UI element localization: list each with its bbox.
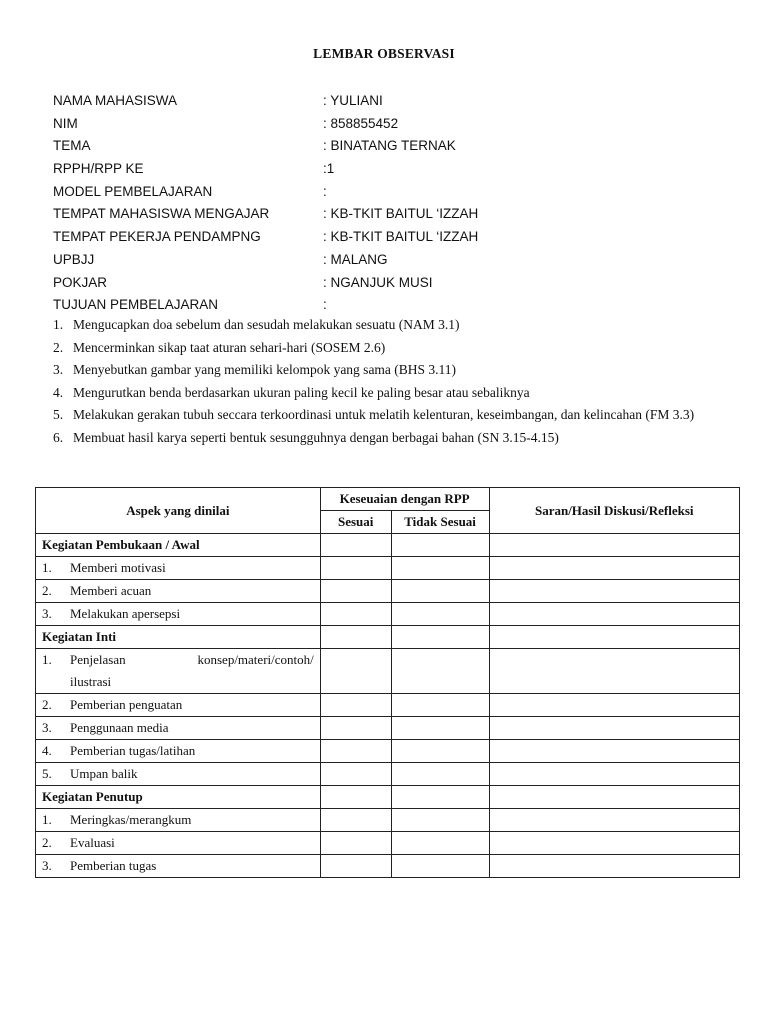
table-row [36, 763, 740, 786]
header-sesuai: Sesuai [320, 511, 391, 534]
table-row [36, 832, 740, 855]
sesuai-cell[interactable] [320, 626, 391, 649]
saran-cell[interactable] [489, 717, 740, 740]
header-saran: Saran/Hasil Diskusi/Refleksi [489, 488, 740, 534]
info-value: : KB-TKIT BAITUL ‘IZZAH [323, 206, 479, 222]
item-number: 3. [42, 858, 52, 873]
info-value: : NGANJUK MUSI [323, 274, 433, 290]
item-wrap [42, 649, 314, 693]
goal-item [53, 404, 733, 427]
sesuai-cell[interactable] [320, 694, 391, 717]
table-row [36, 649, 740, 694]
item-text: Meringkas/merangkum [70, 812, 192, 827]
item-text: Melakukan apersepsi [70, 606, 181, 621]
goal-number: 3. [53, 362, 64, 378]
goal-text: Mengurutkan benda berdasarkan ukuran paling kecil ke paling besar atau sebaliknya [73, 384, 530, 400]
item-number: 1. [42, 812, 52, 827]
tidak-sesuai-cell[interactable] [391, 717, 489, 740]
info-row-tempat-pendamping [53, 226, 733, 249]
info-value: : [323, 297, 327, 313]
tidak-sesuai-cell[interactable] [391, 786, 489, 809]
header-kesesuaian: Keseuaian dengan RPP [320, 488, 489, 511]
table-row [36, 809, 740, 832]
item-text: Evaluasi [70, 835, 115, 850]
goal-text: Melakukan gerakan tubuh seccara terkoordinasi untuk melatih kelenturan, keseimbangan, dan kelincahan (FM 3.3) [73, 407, 695, 423]
item-number: 1. [42, 560, 52, 575]
saran-cell[interactable] [489, 786, 740, 809]
info-label: MODEL PEMBELAJARAN [53, 183, 213, 199]
goal-text: Menyebutkan gambar yang memiliki kelompok yang sama (BHS 3.11) [73, 362, 457, 378]
info-label: TEMPAT PEKERJA PENDAMPNG [53, 229, 261, 245]
goal-number: 4. [53, 384, 64, 400]
table-row [36, 603, 740, 626]
info-row-tema [53, 135, 733, 158]
info-label: RPPH/RPP KE [53, 161, 144, 177]
item-text-line [70, 649, 314, 671]
goal-number: 2. [53, 339, 64, 355]
info-value: : BINATANG TERNAK [323, 138, 456, 154]
info-row-upbjj [53, 249, 733, 272]
sesuai-cell[interactable] [320, 580, 391, 603]
saran-cell[interactable] [489, 740, 740, 763]
table-row [36, 557, 740, 580]
info-value: : [323, 183, 327, 199]
table-row [36, 855, 740, 878]
section-row-pembukaan [36, 534, 740, 557]
info-value: :1 [323, 161, 335, 177]
sesuai-cell[interactable] [320, 786, 391, 809]
info-row-nim [53, 113, 733, 136]
tidak-sesuai-cell[interactable] [391, 740, 489, 763]
section-row-inti [36, 626, 740, 649]
saran-cell[interactable] [489, 832, 740, 855]
goal-text: Mengucapkan doa sebelum dan sesudah melakukan sesuatu (NAM 3.1) [73, 317, 460, 332]
saran-cell[interactable] [489, 626, 740, 649]
section-row-penutup [36, 786, 740, 809]
item-text: ilustrasi [70, 674, 112, 689]
table-header-row [36, 488, 740, 511]
info-label: TEMA [53, 138, 91, 154]
sesuai-cell[interactable] [320, 855, 391, 878]
goal-text: Mencerminkan sikap taat aturan sehari-hari (SOSEM 2.6) [73, 339, 386, 355]
item-number: 3. [42, 606, 52, 621]
item-number: 5. [42, 766, 52, 781]
item-number: 1. [42, 652, 52, 667]
sesuai-cell[interactable] [320, 557, 391, 580]
info-row-tempat-mahasiswa [53, 203, 733, 226]
goal-text: Membuat hasil karya seperti bentuk sesungguhnya dengan berbagai bahan (SN 3.15-4.15) [73, 429, 559, 445]
saran-cell[interactable] [489, 694, 740, 717]
item-number: 4. [42, 743, 52, 758]
item-number: 2. [42, 835, 52, 850]
tidak-sesuai-cell[interactable] [391, 534, 489, 557]
goal-item [53, 337, 733, 360]
section-title: Kegiatan Inti [36, 626, 321, 649]
item-text: Penjelasan [70, 652, 126, 667]
info-label: UPBJJ [53, 251, 95, 267]
sesuai-cell[interactable] [320, 832, 391, 855]
section-title: Kegiatan Pembukaan / Awal [36, 534, 321, 557]
info-label: TEMPAT MAHASISWA MENGAJAR [53, 206, 270, 222]
tidak-sesuai-cell[interactable] [391, 832, 489, 855]
info-row-pokjar [53, 272, 733, 295]
sesuai-cell[interactable] [320, 649, 391, 694]
observation-table [35, 487, 740, 878]
goal-number: 5. [53, 407, 64, 423]
info-row-nama [53, 90, 733, 113]
item-text: Memberi acuan [70, 583, 152, 598]
info-value: : YULIANI [323, 93, 383, 108]
goal-number: 1. [53, 317, 64, 332]
item-number: 2. [42, 697, 52, 712]
info-label: TUJUAN PEMBELAJARAN [53, 297, 219, 313]
saran-cell[interactable] [489, 855, 740, 878]
item-text: Pemberian tugas [70, 858, 157, 873]
tidak-sesuai-cell[interactable] [391, 809, 489, 832]
table-row [36, 717, 740, 740]
sesuai-cell[interactable] [320, 740, 391, 763]
sesuai-cell[interactable] [320, 809, 391, 832]
document-title: LEMBAR OBSERVASI [313, 46, 455, 61]
table-row [36, 740, 740, 763]
info-label: NIM [53, 115, 78, 131]
saran-cell[interactable] [489, 603, 740, 626]
info-row-rpph [53, 158, 733, 181]
learning-goals-list [53, 314, 733, 450]
goal-number: 6. [53, 429, 64, 445]
item-text: Penggunaan media [70, 720, 169, 735]
info-label: POKJAR [53, 274, 108, 290]
saran-cell[interactable] [489, 763, 740, 786]
item-text: konsep/materi/contoh/ [197, 652, 314, 667]
tidak-sesuai-cell[interactable] [391, 649, 489, 694]
item-number: 2. [42, 583, 52, 598]
student-info [53, 90, 733, 317]
item-text-block [70, 649, 314, 693]
tidak-sesuai-cell[interactable] [391, 855, 489, 878]
header-tidak-sesuai: Tidak Sesuai [391, 511, 489, 534]
tidak-sesuai-cell[interactable] [391, 763, 489, 786]
goal-item [53, 427, 733, 450]
item-text: Memberi motivasi [70, 560, 166, 575]
item-text: Pemberian penguatan [70, 697, 183, 712]
sesuai-cell[interactable] [320, 534, 391, 557]
saran-cell[interactable] [489, 649, 740, 694]
table-row [36, 580, 740, 603]
info-label: NAMA MAHASISWA [53, 93, 178, 108]
info-value: : KB-TKIT BAITUL ‘IZZAH [323, 229, 479, 245]
table-row [36, 694, 740, 717]
item-text: Umpan balik [70, 766, 138, 781]
goal-item [53, 314, 733, 337]
saran-cell[interactable] [489, 580, 740, 603]
tidak-sesuai-cell[interactable] [391, 603, 489, 626]
section-title: Kegiatan Penutup [36, 786, 321, 809]
tidak-sesuai-cell[interactable] [391, 580, 489, 603]
item-text: Pemberian tugas/latihan [70, 743, 196, 758]
tidak-sesuai-cell[interactable] [391, 694, 489, 717]
info-row-model [53, 181, 733, 204]
item-number: 3. [42, 720, 52, 735]
sesuai-cell[interactable] [320, 763, 391, 786]
sesuai-cell[interactable] [320, 717, 391, 740]
goal-item [53, 359, 733, 382]
tidak-sesuai-cell[interactable] [391, 626, 489, 649]
header-aspek: Aspek yang dinilai [36, 488, 321, 534]
info-value: : 858855452 [323, 115, 399, 131]
saran-cell[interactable] [489, 809, 740, 832]
tidak-sesuai-cell[interactable] [391, 557, 489, 580]
saran-cell[interactable] [489, 557, 740, 580]
info-value: : MALANG [323, 251, 388, 267]
saran-cell[interactable] [489, 534, 740, 557]
sesuai-cell[interactable] [320, 603, 391, 626]
goal-item [53, 382, 733, 405]
